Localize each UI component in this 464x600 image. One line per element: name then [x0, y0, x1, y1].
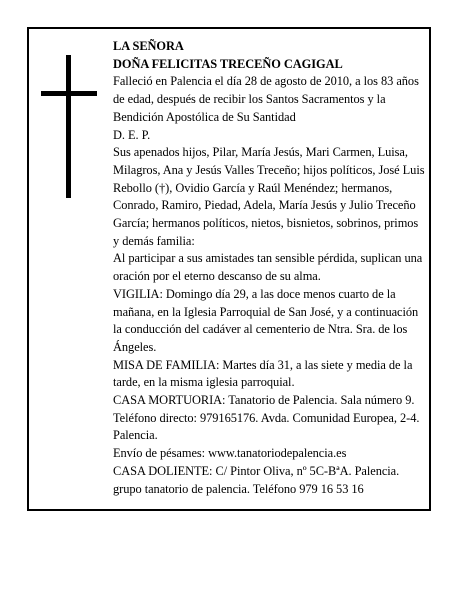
title-line-1: LA SEÑORA [113, 39, 184, 53]
cross-icon [66, 55, 71, 198]
cross-icon-arm [41, 91, 97, 96]
footer-line: grupo tanatorio de palencia. Teléfono 979 16 53 16 [113, 481, 364, 496]
prayer-request: Al participar a sus amistades tan sensible pérdida, suplican una oración por el eterno descanso de su alma. [113, 251, 423, 284]
mass-info: MISA DE FAMILIA: Martes día 31, a las siete y media de la tarde, en la misma iglesia parroquial. [113, 357, 413, 390]
family-list: Sus apenados hijos, Pilar, María Jesús, Mari Carmen, Luisa, Milagros, Ana y Jesús Valles Treceño; hijos políticos, José Luis Rebollo (†), Ovidio García y Raúl Menéndez; hermanos, Conrado, Ramiro, Piedad, Adela, María Jesús y Julio Treceño García; hermanos políticos, nietos, bisnietos, sobrinos, primos y demás familia: [113, 145, 425, 248]
deceased-name: DOÑA FELICITAS TRECEÑO CAGIGAL [113, 56, 343, 71]
funeral-home-info: CASA MORTUORIA: Tanatorio de Palencia. Sala número 9. Teléfono directo: 979165176. Avda. Comunidad Europea, 2-4. Palencia. [113, 393, 420, 443]
rip-line: D. E. P. [113, 127, 151, 142]
obituary-text [113, 38, 425, 498]
mourning-house-info: CASA DOLIENTE: C/ Pintor Oliva, nº 5C-BªA. Palencia. [113, 463, 400, 478]
condolences-info: Envío de pésames: www.tanatoriodepalencia.es [113, 446, 347, 461]
death-info: Falleció en Palencia el día 28 de agosto de 2010, a los 83 años de edad, después de recibir los Santos Sacramentos y la Bendición Apostólica de Su Santidad [113, 74, 419, 124]
vigil-info: VIGILIA: Domingo día 29, a las doce menos cuarto de la mañana, en la Iglesia Parroquial de San José, y a continuación la conducción del cadáver al cementerio de Ntra. Sra. de los Ángeles. [113, 286, 419, 354]
